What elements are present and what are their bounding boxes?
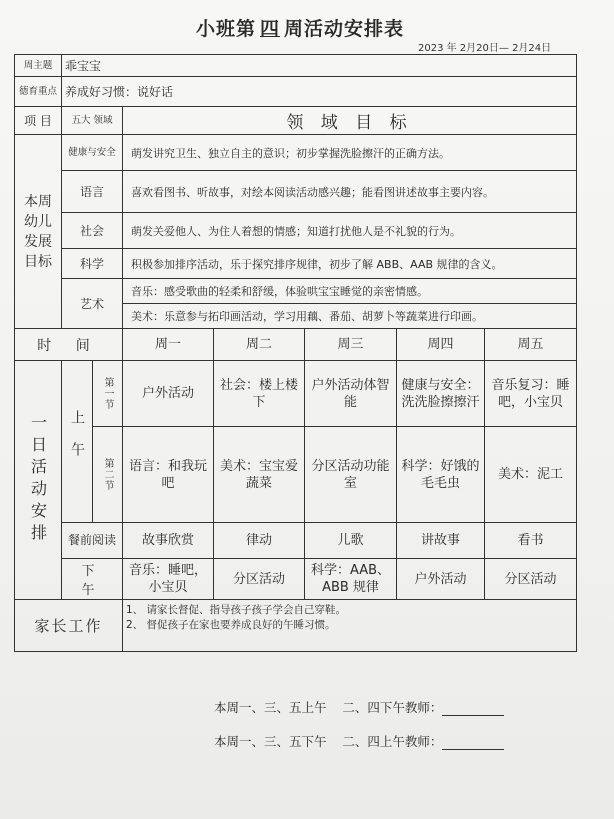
section1-label: 第一节 <box>102 377 113 410</box>
activity-cell: 户外活动 <box>123 361 214 427</box>
parents-note: 1、 请家长督促、指导孩子孩子学会自己穿鞋。 <box>126 604 347 616</box>
activity-cell: 看书 <box>485 523 577 559</box>
title-prefix: 小班第 <box>195 18 256 40</box>
activity-cell: 故事欣赏 <box>123 523 214 559</box>
section2-label: 第二节 <box>102 458 113 491</box>
time-header: 时 间 <box>15 329 123 361</box>
reading-label: 餐前阅读 <box>62 523 123 559</box>
schedule-table <box>14 54 577 652</box>
goal-domain: 语言 <box>62 171 123 213</box>
activity-cell: 讲故事 <box>397 523 485 559</box>
parents-notes <box>123 600 577 652</box>
page-title <box>170 14 430 41</box>
section1-cell <box>93 361 123 427</box>
goal-text: 萌发关爱他人、为住人着想的情感；知道打扰他人是不礼貌的行为。 <box>123 213 577 249</box>
goal-text: 喜欢看图书、听故事，对绘本阅读活动感兴趣；能看图讲述故事主要内容。 <box>123 171 577 213</box>
activity-cell: 分区活动功能室 <box>305 427 397 523</box>
signature-text: 本周一、三、五上午 二、四下午教师： <box>214 700 443 715</box>
schedule-group-label: 一日活动安排 <box>28 414 48 546</box>
teacher-signature-line-2 <box>214 732 504 750</box>
activity-cell: 儿歌 <box>305 523 397 559</box>
activity-cell: 美术：泥工 <box>485 427 577 523</box>
theme-value: 乖宝宝 <box>62 55 577 77</box>
activity-cell: 健康与安全：洗洗脸擦擦汗 <box>397 361 485 427</box>
activity-cell: 分区活动 <box>214 559 305 600</box>
activity-cell: 律动 <box>214 523 305 559</box>
signature-text: 本周一、三、五下午 二、四上午教师： <box>214 734 443 749</box>
item-header: 项 目 <box>15 107 62 135</box>
goal-domain: 健康与安全 <box>62 135 123 171</box>
activity-cell: 语言：和我玩吧 <box>123 427 214 523</box>
parents-note: 2、 督促孩子在家也要养成良好的午睡习惯。 <box>126 619 336 631</box>
activity-cell: 科学：AAB、ABB 规律 <box>305 559 397 600</box>
goal-domain: 科学 <box>62 249 123 279</box>
goal-text-art: 美术：乐意参与拓印画活动，学习用藕、番茄、胡萝卜等蔬菜进行印画。 <box>123 304 577 329</box>
week-number: 四 <box>259 18 280 40</box>
day-header: 周三 <box>305 329 397 361</box>
activity-cell: 分区活动 <box>485 559 577 600</box>
teacher-signature-line-1 <box>214 698 504 716</box>
goal-domain: 艺术 <box>62 279 123 329</box>
domains-header: 五大 领域 <box>62 107 123 135</box>
activity-cell: 音乐复习：睡吧，小宝贝 <box>485 361 577 427</box>
activity-cell: 户外活动 <box>397 559 485 600</box>
morning-cell <box>62 361 93 523</box>
date-range: 2023 年 2月20日— 2月24日 <box>418 43 552 54</box>
parents-label: 家长工作 <box>15 600 123 652</box>
day-header: 周四 <box>397 329 485 361</box>
goal-text: 萌发讲究卫生、独立自主的意识；初步掌握洗脸擦汗的正确方法。 <box>123 135 577 171</box>
activity-cell: 社会：楼上楼下 <box>214 361 305 427</box>
activity-cell: 音乐：睡吧，小宝贝 <box>123 559 214 600</box>
activity-cell: 户外活动体智能 <box>305 361 397 427</box>
section2-cell <box>93 427 123 523</box>
schedule-group-cell <box>15 361 62 600</box>
goal-text: 积极参加排序活动，乐于探究排序规律，初步了解 ABB、AAB 规律的含义。 <box>123 249 577 279</box>
signature-blank[interactable] <box>442 703 504 716</box>
goal-domain: 社会 <box>62 213 123 249</box>
day-header: 周一 <box>123 329 214 361</box>
signature-blank[interactable] <box>442 737 504 750</box>
goal-text-music: 音乐：感受歌曲的轻柔和舒缓，体验哄宝宝睡觉的亲密情感。 <box>123 279 577 304</box>
goals-group-label: 本周幼儿发展目标 <box>15 135 62 329</box>
day-header: 周五 <box>485 329 577 361</box>
title-suffix: 周活动安排表 <box>284 18 405 40</box>
target-header: 领 域 目 标 <box>123 107 577 135</box>
moral-label: 德育重点 <box>15 77 62 107</box>
moral-value: 养成好习惯：说好话 <box>62 77 577 107</box>
activity-cell: 美术：宝宝爱蔬菜 <box>214 427 305 523</box>
activity-cell: 科学：好饿的毛毛虫 <box>397 427 485 523</box>
day-header: 周二 <box>214 329 305 361</box>
afternoon-label: 下 午 <box>62 559 123 600</box>
theme-label: 周主题 <box>15 55 62 77</box>
morning-label: 上午 <box>69 409 85 474</box>
